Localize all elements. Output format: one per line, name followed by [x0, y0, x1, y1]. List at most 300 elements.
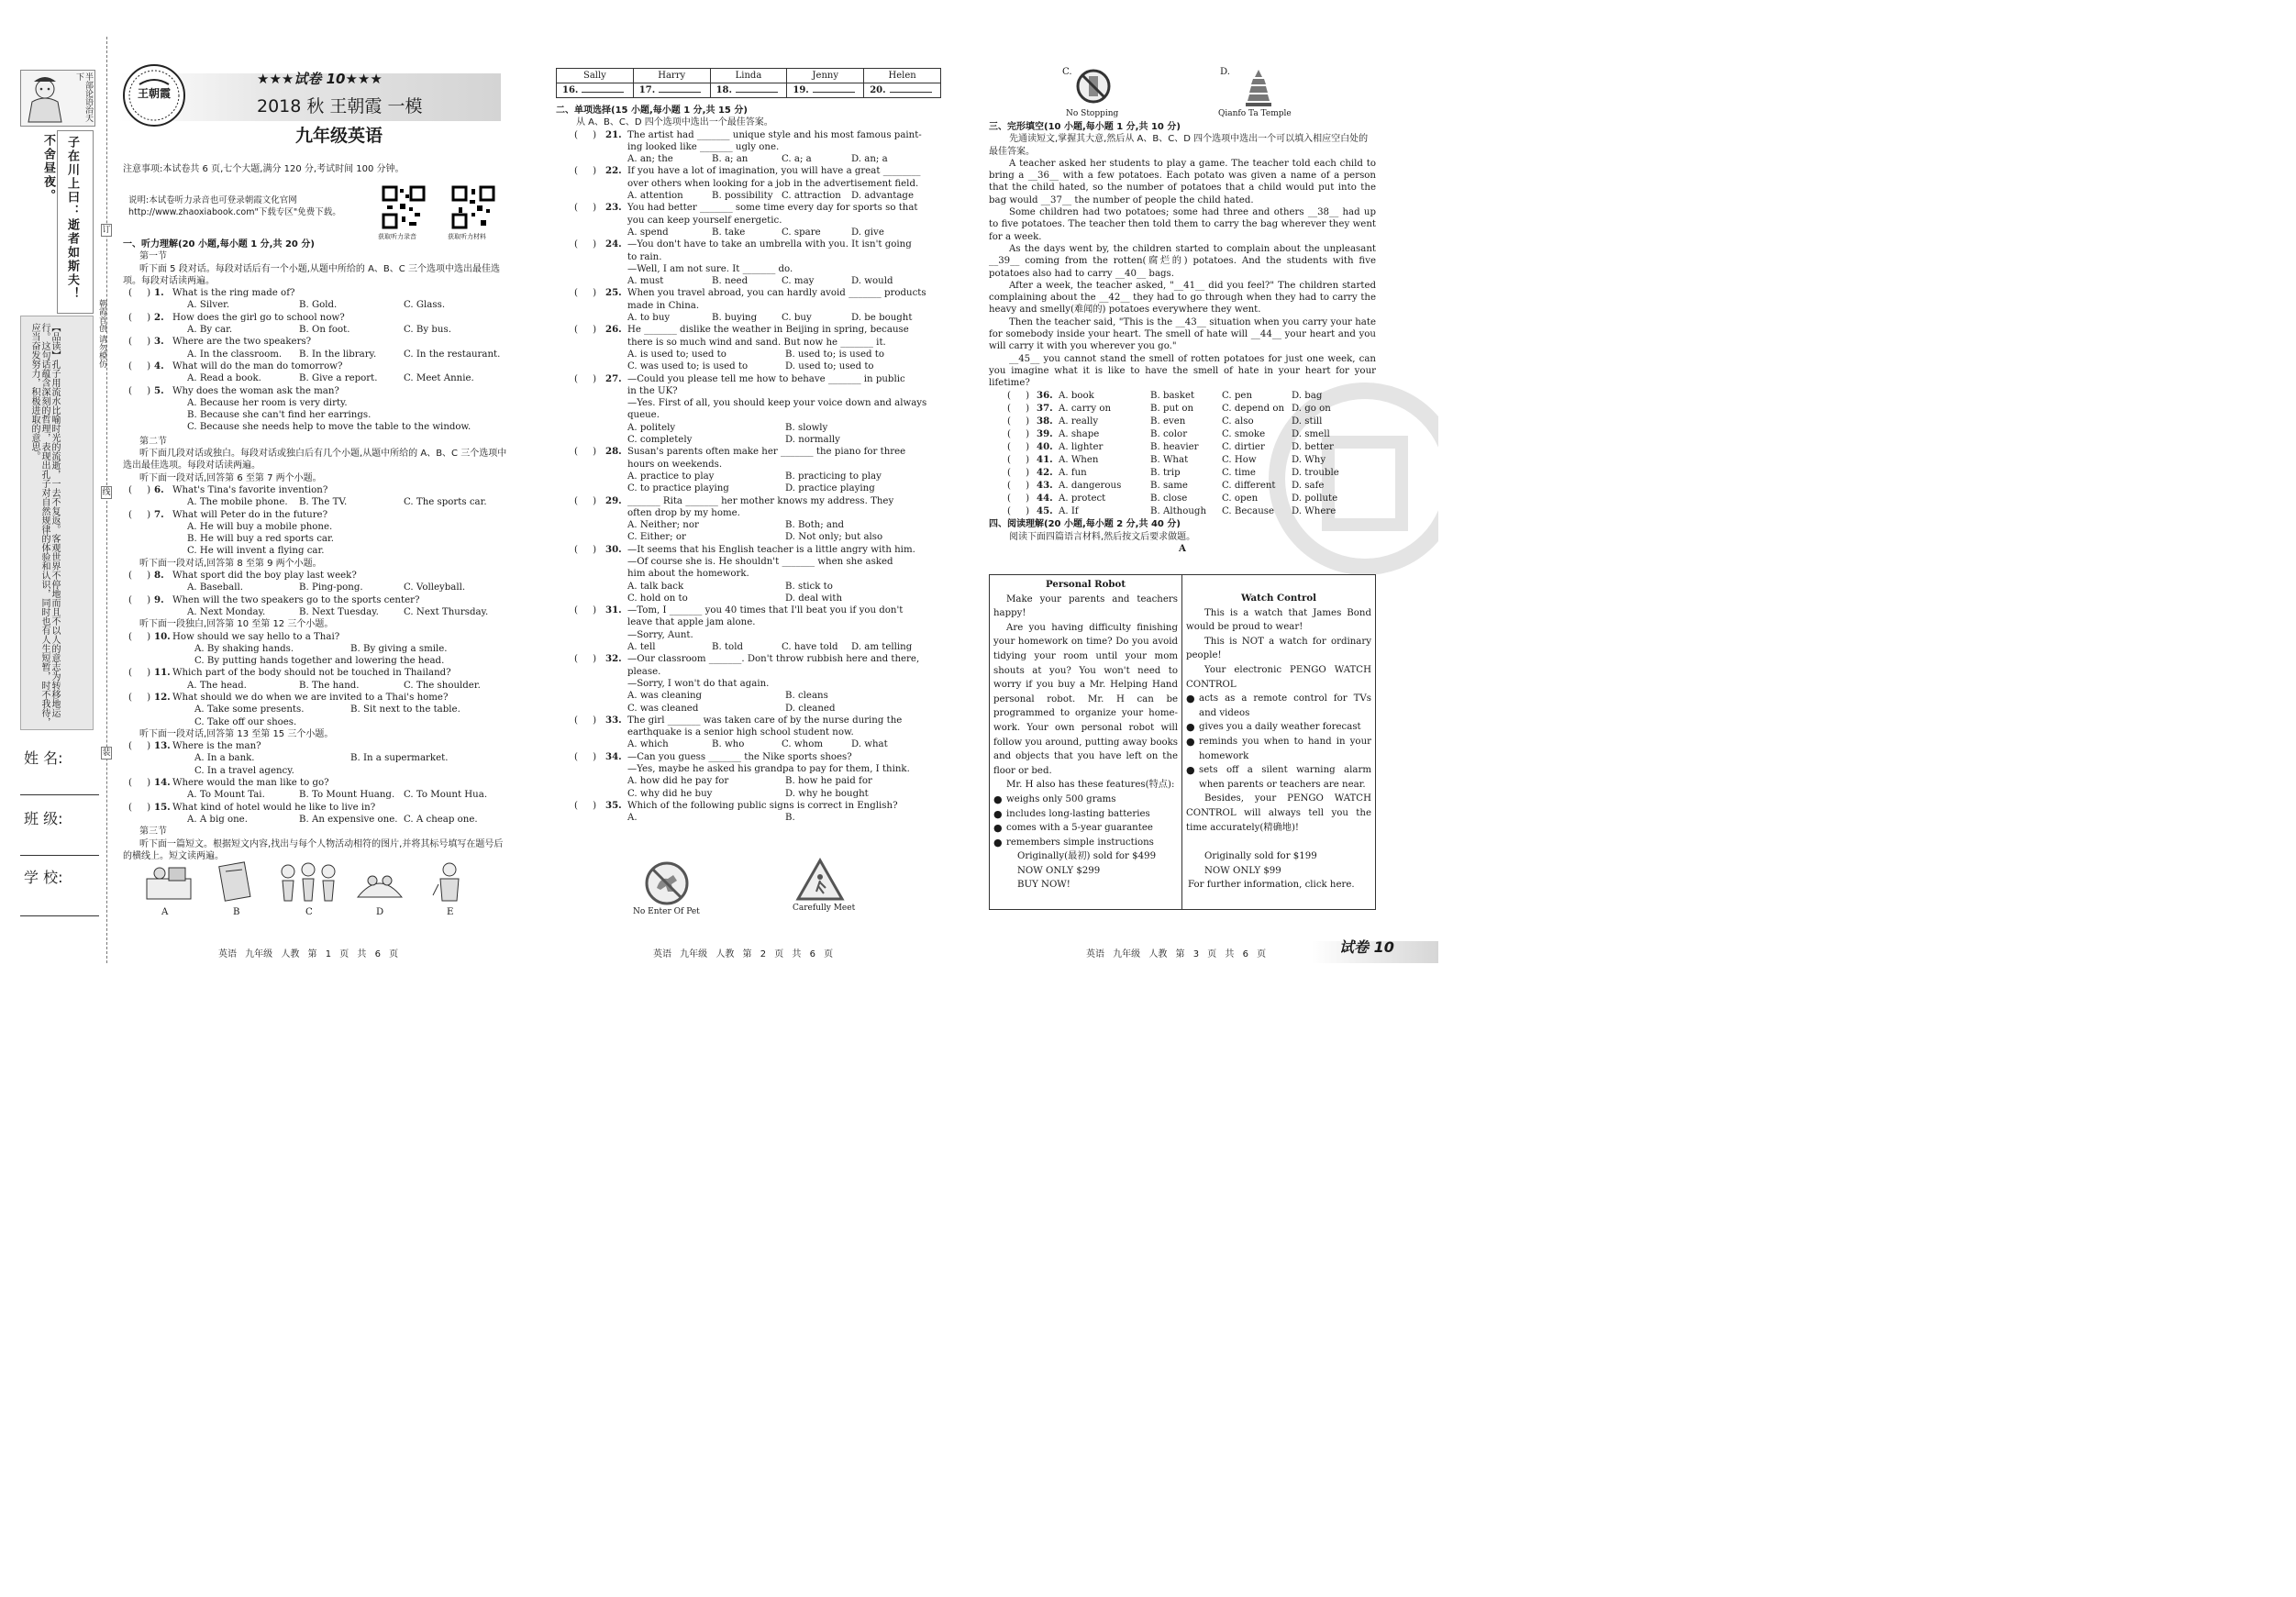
option: C. He will invent a flying car. [187, 546, 325, 557]
question-text: him about the homework. [627, 569, 749, 580]
options-row [556, 471, 943, 482]
question-number: 28. [605, 446, 622, 458]
q12 [123, 692, 508, 728]
feature-item [993, 836, 1178, 850]
option: A. To Mount Tai. [187, 790, 265, 801]
options-row [556, 581, 943, 593]
question-text: —Yes. First of all, you should keep your voice down and always [627, 398, 927, 409]
answer-paren[interactable]: ( ) [128, 692, 151, 703]
question-line [556, 238, 943, 250]
question-text: often drop by my home. [627, 507, 740, 518]
listening-question [123, 336, 508, 360]
answer-paren[interactable]: ( ) [128, 594, 151, 605]
answer-paren[interactable]: ( ) [1007, 441, 1030, 452]
option: A. By car. [187, 325, 233, 336]
mc-question [556, 800, 943, 825]
option: B. practicing to play [785, 471, 882, 482]
qr-code-2[interactable] [451, 185, 495, 229]
question-text: earthquake is a senior high school student now. [627, 727, 854, 738]
question-text: What is the ring made of? [172, 288, 295, 299]
question-line [556, 397, 943, 409]
option: C. smoke [1222, 428, 1266, 439]
answer-paren[interactable]: ( ) [128, 288, 151, 299]
question-number: 41. [1037, 454, 1053, 465]
answer-paren[interactable]: ( ) [574, 373, 597, 384]
option: A. He will buy a mobile phone. [187, 521, 333, 532]
option: B. even [1150, 416, 1186, 427]
question-line [556, 653, 943, 665]
question-text: —Our classroom _______. Don't throw rubbish here and there, [627, 654, 920, 665]
options-row [123, 324, 508, 336]
question-number: 24. [605, 238, 622, 250]
question-line [556, 763, 943, 775]
answer-paren[interactable]: ( ) [574, 654, 597, 665]
qr-2-label: 获取听力材料 [448, 233, 486, 240]
listening-question [123, 360, 508, 385]
question-line [556, 373, 943, 385]
answer-paren[interactable]: ( ) [1007, 455, 1030, 465]
feature-text: gives you a daily weather forecast [1199, 722, 1361, 733]
question-line [556, 507, 943, 519]
question-line [556, 556, 943, 568]
answer-paren[interactable]: ( ) [128, 312, 151, 323]
option: A. The mobile phone. [187, 497, 288, 508]
question-text: How should we say hello to a Thai? [172, 631, 340, 642]
passage-paragraph: Then the teacher said, "This is the __43__ situation when you carry your hate for somebody inside your heart. The smell of hate will __44__ your heart and you will carry it with you wherever you go." [989, 316, 1376, 352]
quote-right: 子在川上曰：逝者如斯夫！ [65, 136, 79, 301]
blank-line[interactable] [890, 84, 932, 93]
robot-price3[interactable]: BUY NOW! [1017, 880, 1070, 891]
option: B. Next Tuesday. [299, 606, 379, 617]
answer-paren[interactable]: ( ) [574, 715, 597, 726]
option: C. whom [782, 739, 823, 750]
answer-paren[interactable]: ( ) [128, 802, 151, 813]
option: D. an; a [851, 154, 888, 165]
watch-price1: Originally sold for $199 [1204, 851, 1317, 862]
mc-question [556, 495, 943, 544]
notice: 注意事项:本试卷共 6 页,七个大题,满分 120 分,考试时间 100 分钟。 [123, 164, 405, 174]
school-field[interactable] [20, 915, 99, 916]
watch-price3[interactable]: For further information, click here. [1188, 880, 1355, 891]
question-text: What will do the man do tomorrow? [172, 360, 343, 372]
answer-paren[interactable]: ( ) [574, 203, 597, 214]
answer-paren[interactable]: ( ) [1007, 416, 1030, 427]
robot-p3: Mr. H also has these features(特点): [1006, 780, 1175, 791]
q9 [123, 594, 508, 619]
option: C. buy [782, 313, 812, 324]
question-text: there is so much wind and sand. But now he _______ it. [627, 337, 886, 348]
passage-paragraph: After a week, the teacher asked, "__41__ did you feel?" The children started complaining about the __42__ they had to go through when they had to carry the heavy and smelly(难闻的) potatoes everywhere they went. [989, 280, 1376, 316]
answer-paren[interactable]: ( ) [128, 484, 151, 495]
question-line [556, 178, 943, 190]
question-line [556, 544, 943, 556]
question-row [123, 802, 508, 814]
question-row [123, 509, 508, 521]
option: A. spend [627, 227, 669, 238]
cloze-row [989, 416, 1376, 428]
options-row [556, 360, 943, 372]
answer-paren[interactable]: ( ) [128, 385, 151, 396]
question-line [556, 129, 943, 141]
answer-paren[interactable]: ( ) [574, 447, 597, 458]
option: B. buying [712, 313, 758, 324]
options-row [556, 775, 943, 787]
option: A. book [1059, 390, 1094, 401]
option: D. safe [1292, 481, 1325, 492]
sec1-title: 第一节 [139, 251, 167, 262]
options-row [556, 349, 943, 360]
picture-d [354, 860, 405, 904]
indent [556, 507, 627, 519]
option: A. which [627, 739, 669, 750]
p3-body [989, 121, 1376, 555]
cloze-row [989, 390, 1376, 403]
pic-label-e: E [447, 907, 454, 917]
pindu-text: 【品读】孔子用流水比喻时光的流逝，一去不复返。客观世界不停地而且不以人的意志为转移地运行。这句话蕴含深刻的哲理，表现出孔子对自然规律的体验和认识，同时也有人生短暂，时不我待，应当奋发努力，积极进取的意思。 [29, 323, 60, 726]
indent [556, 726, 627, 738]
option: C. Next Thursday. [404, 606, 489, 617]
question-text: you can keep yourself energetic. [627, 215, 782, 226]
pagoda-icon [1244, 68, 1273, 108]
answer-paren[interactable]: ( ) [128, 360, 151, 372]
option: C. time [1222, 468, 1256, 479]
option: B. slowly [785, 422, 828, 433]
mc-question [556, 165, 943, 202]
bullet-icon: ● [1186, 721, 1195, 734]
question-line [556, 165, 943, 177]
answer-paren[interactable]: ( ) [574, 129, 597, 140]
option: C. completely [627, 435, 693, 446]
answer-paren[interactable]: ( ) [128, 631, 151, 642]
picture-a [141, 860, 196, 904]
option: B. how he paid for [785, 776, 872, 787]
question-number: 4. [154, 360, 164, 372]
mc-question [556, 324, 943, 372]
watch-features [1186, 692, 1371, 792]
bullet-icon: ● [993, 822, 1003, 835]
question-row [123, 570, 508, 582]
logo-text: 王朝霞 [137, 87, 171, 100]
option: B. trip [1150, 468, 1181, 479]
indent [556, 763, 627, 775]
option: D. pollute [1292, 494, 1338, 505]
option: B. Give a report. [299, 373, 378, 384]
question-number: 36. [1037, 389, 1053, 401]
question-text: Where are the two speakers? [172, 337, 312, 348]
option: B. Sit next to the table. [350, 704, 460, 715]
options-row [123, 299, 508, 311]
question-line [556, 251, 943, 263]
answer-paren[interactable]: ( ) [128, 778, 151, 789]
question-text: —Of course she is. He shouldn't _______ when she asked [627, 556, 893, 567]
option: B. color [1150, 428, 1188, 439]
question-line [556, 324, 943, 336]
answer-paren[interactable]: ( ) [1007, 494, 1030, 505]
option: D. bag [1292, 390, 1323, 401]
robot-p2: Are you having difficulty finishing your homework on time? Do you avoid tidying your room until your mom shouts at you? You won't need to worry if you buy a Mr. Helping Hand personal robot. Mr. H can be programmed to organize your home-work. Your own personal robot will follow you around, putting away books and objects that you have left on the floor or bed. [993, 622, 1178, 776]
option: C. was used to; is used to [627, 361, 749, 372]
indent [556, 678, 627, 690]
options-row [556, 482, 943, 494]
answer-paren[interactable]: ( ) [128, 571, 151, 582]
options-row [123, 814, 508, 826]
answer-paren[interactable]: ( ) [574, 166, 597, 177]
indent [556, 385, 627, 397]
name-label: 姓 名: [24, 749, 63, 767]
blank-line[interactable] [736, 84, 778, 93]
answer-paren[interactable]: ( ) [574, 544, 597, 555]
blank-cell[interactable] [633, 83, 710, 98]
question-text: made in China. [627, 300, 700, 311]
options-row [556, 227, 943, 238]
option: C. A cheap one. [404, 814, 478, 825]
answer-paren[interactable]: ( ) [574, 800, 597, 811]
option: A. an; the [627, 154, 673, 165]
question-number: 38. [1037, 415, 1053, 427]
options-row [123, 582, 508, 593]
q8 [123, 570, 508, 594]
blank-line[interactable] [659, 84, 701, 93]
option: B. The hand. [299, 680, 360, 691]
question-text: —It seems that his English teacher is a little angry with him. [627, 544, 915, 555]
answer-paren[interactable]: ( ) [574, 239, 597, 250]
option: D. Why [1292, 455, 1326, 465]
question-text: _______ Rita _______ her mother knows my address. They [627, 495, 894, 506]
side-vertical-mid: 朝霞首创 请勿模仿 [97, 299, 106, 368]
option: D. still [1292, 416, 1323, 427]
indent [556, 616, 627, 628]
question-text: When will the two speakers go to the sports center? [172, 594, 420, 605]
blank-cell[interactable] [864, 83, 941, 98]
indent [556, 251, 627, 263]
sec1-inst: 听下面 5 段对话。每段对话后有一个小题,从题中所给的 A、B、C 三个选项中选出最佳选项。每段对话读两遍。 [123, 263, 500, 286]
question-row [123, 631, 508, 643]
option: A. By shaking hands. [194, 643, 294, 654]
answer-paren[interactable]: ( ) [574, 288, 597, 299]
option: C. Either; or [627, 532, 686, 543]
watch-p2: This is NOT a watch for ordinary people! [1186, 636, 1371, 661]
blank-line[interactable] [582, 84, 624, 93]
mc-question [556, 129, 943, 166]
question-line [556, 337, 943, 349]
question-text: over others when looking for a job in the advertisement field. [627, 178, 919, 189]
mc-question [556, 238, 943, 287]
option: D. trouble [1292, 468, 1339, 479]
option: B. put on [1150, 403, 1194, 414]
feature-text: sets off a silent warning alarm when parents or teachers are near. [1199, 765, 1371, 790]
cloze-row [989, 441, 1376, 454]
sec2-title: 第二节 [139, 436, 167, 447]
question-text: What sport did the boy play last week? [172, 571, 357, 582]
blank-cell[interactable] [557, 83, 634, 98]
options-row [556, 703, 943, 715]
indent [556, 459, 627, 471]
answer-paren[interactable]: ( ) [1007, 403, 1030, 414]
picture-b [216, 860, 253, 904]
question-line [556, 287, 943, 299]
question-row [123, 484, 508, 496]
option: A. In the classroom. [187, 349, 283, 360]
options-row [556, 190, 943, 202]
question-number: 10. [154, 630, 171, 642]
question-number: 42. [1037, 467, 1053, 479]
mc-question [556, 544, 943, 604]
question-text: When you travel abroad, you can hardly avoid _______ products [627, 288, 926, 299]
options-row [123, 372, 508, 384]
answer-paren[interactable]: ( ) [574, 325, 597, 336]
question-number: 7. [154, 508, 164, 520]
indent [556, 568, 627, 580]
bullet-icon: ● [1186, 764, 1195, 777]
question-number: 33. [605, 714, 622, 726]
passage-paragraph: Some children had two potatoes; some had three and others __38__ had up to five potatoes. The teacher then told them to carry the bag wherever they went for a week. [989, 207, 1376, 242]
option: C. The sports car. [404, 497, 487, 508]
binding-line [106, 37, 107, 963]
answer-paren[interactable]: ( ) [574, 495, 597, 506]
question-row [123, 692, 508, 704]
robot-price2: NOW ONLY $299 [1017, 865, 1101, 876]
option: C. attraction [782, 191, 841, 202]
option: A. really [1059, 416, 1099, 427]
quote-left: 不舍昼夜。 [41, 134, 55, 203]
blank-cell[interactable] [710, 83, 787, 98]
mc-question [556, 751, 943, 800]
answer-paren[interactable]: ( ) [574, 751, 597, 762]
question-text: —You don't have to take an umbrella with you. It isn't going [627, 239, 912, 250]
options-row [123, 704, 508, 715]
option: A. [627, 813, 638, 824]
option: D. normally [785, 435, 840, 446]
question-number: 27. [605, 372, 622, 384]
option: B. heavier [1150, 441, 1199, 452]
page-1-footer: 英语 九年级 人教 第 1 页 共 6 页 [218, 949, 399, 959]
class-field[interactable] [20, 855, 99, 856]
question-text: leave that apple jam alone. [627, 617, 756, 628]
option: B. Although [1150, 506, 1207, 517]
name-field[interactable] [20, 794, 99, 795]
answer-paren[interactable]: ( ) [128, 741, 151, 752]
question-number: 40. [1037, 440, 1053, 452]
blank-cell[interactable] [787, 83, 864, 98]
answer-paren[interactable]: ( ) [1007, 468, 1030, 479]
question-text: Susan's parents often make her _______ the piano for three [627, 447, 906, 458]
option: A. The head. [187, 680, 247, 691]
answer-paren[interactable]: ( ) [1007, 390, 1030, 401]
answer-paren[interactable]: ( ) [1007, 481, 1030, 492]
option: B. same [1150, 481, 1188, 492]
option: B. He will buy a red sports car. [187, 534, 334, 545]
feature-text: reminds you when to hand in your homework [1199, 736, 1371, 761]
options-row [556, 788, 943, 800]
answer-paren[interactable]: ( ) [128, 337, 151, 348]
options-row [123, 789, 508, 801]
sec3-title: 第三节 [139, 826, 167, 837]
question-number: 32. [605, 653, 622, 665]
answer-paren[interactable]: ( ) [128, 668, 151, 679]
question-line [556, 678, 943, 690]
option: C. In the restaurant. [404, 349, 501, 360]
bullet-icon: ● [1186, 693, 1195, 705]
options-row [556, 531, 943, 543]
indent [556, 263, 627, 275]
question-line [556, 202, 943, 214]
question-row [123, 385, 508, 397]
question-number: 22. [605, 165, 622, 177]
ads-box [989, 574, 1376, 910]
options-row [123, 606, 508, 618]
option: D. am telling [851, 642, 913, 653]
question-number: 2. [154, 311, 164, 323]
option: C. have told [782, 642, 838, 653]
option: C. pen [1222, 390, 1253, 401]
question-text: hours on weekends. [627, 459, 723, 470]
group-1: 听下面一段对话,回答第 6 至第 7 两个小题。 [139, 472, 322, 483]
option: C. To Mount Hua. [404, 790, 488, 801]
sign-c-icon [1075, 68, 1112, 105]
question-number: 9. [154, 593, 164, 605]
question-text: What's Tina's favorite invention? [172, 484, 328, 495]
question-text: He _______ dislike the weather in Beijing in spring, because [627, 325, 909, 336]
blank-number: 19. [793, 84, 809, 95]
option: D. give [851, 227, 884, 238]
options-row [556, 153, 943, 165]
answer-paren[interactable]: ( ) [1007, 428, 1030, 439]
explain: 说明:本试卷听力录音也可登录朝霞文化官网 http://www.zhaoxiabook.com"下载专区"免费下载。 [128, 195, 341, 217]
question-number: 25. [605, 287, 622, 299]
passage-paragraph: As the days went by, the children started to complain about the unpleasant __39__ coming from the rotten(腐烂的) potatoes. And the students with five potatoes also had to carry __40__ bags. [989, 243, 1376, 279]
question-row [123, 594, 508, 606]
question-number: 29. [605, 494, 622, 506]
option: C. Meet Annie. [404, 373, 474, 384]
options-row [123, 496, 508, 508]
passage-paragraph: __45__ you cannot stand the smell of rotten potatoes for just one week, can you imagine what it is like to have the smell of hate in your heart for your lifetime? [989, 353, 1376, 389]
question-text: —Sorry, I won't do that again. [627, 678, 770, 689]
question-text: The artist had _______ unique style and his most famous paint- [627, 129, 922, 140]
blank-number: 17. [638, 84, 656, 95]
feature-item [993, 807, 1178, 822]
answer-paren[interactable]: ( ) [1007, 506, 1030, 517]
motto-top: 半部论语治天下 [74, 72, 93, 122]
option: C. dirtier [1222, 441, 1265, 452]
school-label: 学 校: [24, 869, 63, 886]
qr-code-1[interactable] [382, 185, 426, 229]
option: C. By putting hands together and lowering the head. [194, 656, 445, 667]
class-label: 班 级: [24, 810, 63, 827]
question-text: to rain. [627, 251, 662, 262]
name-cell: Harry [633, 69, 710, 83]
bullet-icon: ● [993, 836, 1003, 848]
options-row [556, 312, 943, 324]
option: D. Where [1292, 506, 1337, 517]
option: A. how did he pay for [627, 776, 729, 787]
option: A. A big one. [187, 814, 248, 825]
option: A. Take some presents. [194, 704, 305, 715]
q11 [123, 667, 508, 692]
part4-title: 四、阅读理解(20 小题,每小题 2 分,共 40 分) [989, 519, 1181, 530]
option: A. If [1059, 506, 1079, 517]
mc-question [556, 287, 943, 324]
blank-line[interactable] [813, 84, 855, 93]
option: D. better [1292, 441, 1334, 452]
answer-paren[interactable]: ( ) [128, 509, 151, 520]
question-line [556, 751, 943, 763]
option: A. to buy [627, 313, 671, 324]
question-line [556, 629, 943, 641]
answer-paren[interactable]: ( ) [574, 605, 597, 616]
cloze-row [989, 454, 1376, 467]
robot-title: Personal Robot [1045, 579, 1126, 590]
option: A. talk back [627, 581, 684, 592]
